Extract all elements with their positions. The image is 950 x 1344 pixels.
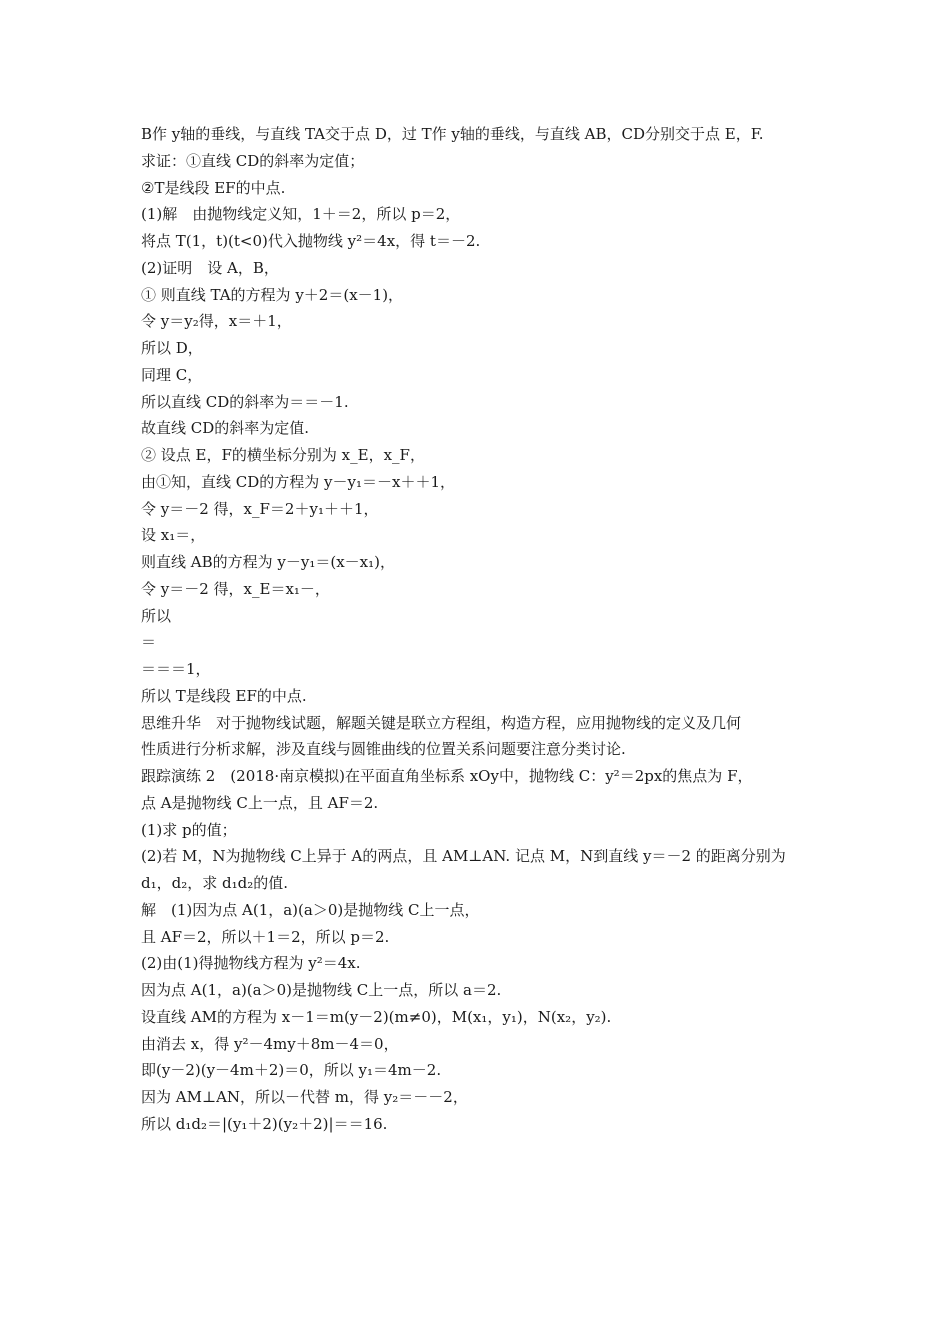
text-line: 求证：①直线 CD的斜率为定值；	[141, 151, 365, 170]
text-line: ②T是线段 EF的中点.	[141, 178, 286, 197]
text-line: 思维升华 对于抛物线试题，解题关键是联立方程组，构造方程，应用抛物线的定义及几何	[141, 713, 742, 732]
text-line: (2)证明 设 A，B，	[141, 258, 279, 277]
solution-text	[141, 121, 817, 1138]
text-line: 因为点 A(1，a)(a＞0)是抛物线 C上一点，所以 a＝2.	[141, 981, 502, 999]
text-line: ＝＝＝1，	[141, 660, 211, 678]
text-line: 令 y＝y₂得，x＝＋1，	[141, 312, 292, 331]
text-line: 性质进行分析求解，涉及直线与圆锥曲线的位置关系问题要注意分类讨论.	[141, 740, 626, 759]
text-line: (2)由(1)得抛物线方程为 y²＝4x.	[141, 954, 361, 973]
text-line: 跟踪演练 2 (2018·南京模拟)在平面直角坐标系 xOy中，抛物线 C：y²＝2px的焦点为 F，	[141, 767, 753, 785]
text-line: 因为 AM⊥AN，所以－代替 m，得 y₂＝－－2，	[141, 1088, 468, 1106]
text-line: 设直线 AM的方程为 x－1＝m(y－2)(m≠0)，M(x₁，y₁)，N(x₂，y₂).	[141, 1007, 612, 1026]
text-line: (1)求 p的值；	[141, 820, 237, 839]
text-line: d₁，d₂，求 d₁d₂的值.	[141, 874, 288, 892]
text-line: 将点 T(1，t)(t<0)代入抛物线 y²＝4x，得 t＝－2.	[141, 232, 481, 250]
text-line: 解 (1)因为点 A(1，a)(a＞0)是抛物线 C上一点，	[141, 900, 480, 919]
text-line: (1)解 由抛物线定义知，1＋＝2，所以 p＝2，	[141, 205, 461, 224]
text-line: 则直线 AB的方程为 y－y₁＝(x－x₁)，	[141, 553, 395, 571]
text-line: 同理 C，	[141, 365, 203, 384]
text-line: 所以 D，	[141, 339, 203, 357]
text-line: 点 A是抛物线 C上一点，且 AF＝2.	[141, 793, 379, 812]
text-line: 由①知，直线 CD的方程为 y－y₁＝－x＋＋1，	[141, 472, 456, 491]
text-line: 所以 d₁d₂＝|(y₁＋2)(y₂＋2)|＝＝16.	[141, 1114, 388, 1133]
text-line: 令 y＝－2 得，x_E＝x₁－，	[141, 579, 330, 598]
text-line: 且 AF＝2，所以＋1＝2，所以 p＝2.	[141, 927, 390, 946]
text-line: 所以直线 CD的斜率为＝＝－1.	[141, 392, 349, 411]
text-line: 即(y－2)(y－4m＋2)＝0，所以 y₁＝4m－2.	[141, 1061, 442, 1080]
text-line: (2)若 M，N为抛物线 C上异于 A的两点，且 AM⊥AN. 记点 M，N到直线 y＝－2 的距离分别为	[141, 847, 786, 866]
text-line: 故直线 CD的斜率为定值.	[141, 419, 310, 438]
text-line: 令 y＝－2 得，x_F＝2＋y₁＋＋1，	[141, 499, 379, 518]
text-line: ② 设点 E，F的横坐标分别为 x_E，x_F，	[141, 446, 425, 464]
text-line: 所以	[141, 606, 172, 625]
text-line: 所以 T是线段 EF的中点.	[141, 686, 307, 705]
text-line: ＝	[141, 633, 157, 652]
text-line: B作 y轴的垂线，与直线 TA交于点 D，过 T作 y轴的垂线，与直线 AB，CD分别交于点 E，F.	[141, 125, 764, 143]
text-line: 设 x₁＝，	[141, 526, 206, 545]
text-line: 由消去 x，得 y²－4my＋8m－4＝0，	[141, 1034, 399, 1053]
text-line: ① 则直线 TA的方程为 y＋2＝(x－1)，	[141, 285, 404, 304]
